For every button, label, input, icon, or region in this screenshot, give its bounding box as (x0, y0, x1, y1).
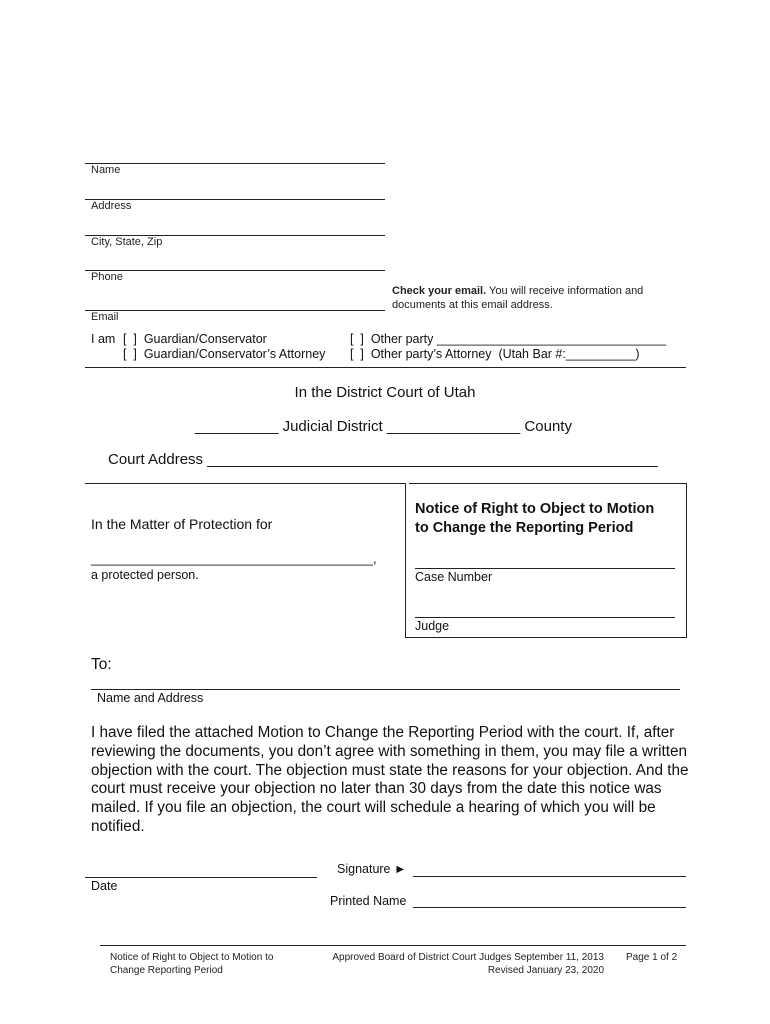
email-notice-line2: documents at this email address. (392, 299, 553, 311)
name-and-address-line[interactable] (91, 689, 680, 690)
to-label: To: (91, 656, 112, 673)
i-am-label: I am (91, 332, 116, 346)
option-guardian-conservator[interactable]: [ ] Guardian/Conservator (123, 332, 267, 346)
option-guardian-attorney[interactable]: [ ] Guardian/Conservator’s Attorney (123, 347, 326, 361)
signature-label: Signature ► (337, 862, 407, 876)
option-other-party[interactable]: [ ] Other party _________________________________ (350, 332, 667, 346)
judge-label: Judge (415, 619, 450, 633)
document-title-line2: to Change the Reporting Period (415, 520, 634, 536)
case-number-label: Case Number (415, 570, 493, 584)
date-line[interactable] (85, 877, 317, 878)
email-notice-text: You will receive information and (486, 285, 644, 297)
caption-top-left (85, 483, 405, 484)
case-number-line[interactable] (415, 568, 675, 569)
email-label: Email (91, 311, 119, 323)
phone-line[interactable] (85, 270, 385, 271)
court-title: In the District Court of Utah (294, 384, 476, 401)
document-title-line1: Notice of Right to Object to Motion (415, 501, 655, 517)
footer-form-title-line2: Change Reporting Period (110, 964, 223, 976)
matter-label: In the Matter of Protection for (91, 516, 273, 532)
page-number: Page 1 of 2 (626, 952, 678, 963)
email-notice (392, 284, 643, 312)
document-title (415, 500, 654, 538)
caption-top-right (409, 483, 687, 484)
footer-form-title-line1: Notice of Right to Object to Motion to (110, 952, 274, 963)
notice-paragraph: I have filed the attached Motion to Change the Reporting Period with the court. If, after reviewing the documents, you don’t agree with something in them, you may file a written objection with the court. The objection must state the reasons for your objection. And the court must receive your objection no later than 30 days from the date this notice was mailed. If you file an objection, the court will schedule a hearing of which you will be notified. (91, 724, 689, 835)
caption-right-edge (686, 483, 687, 638)
caption-bottom (405, 637, 687, 638)
phone-label: Phone (91, 271, 123, 283)
option-other-party-attorney[interactable]: [ ] Other party’s Attorney (Utah Bar #:__________) (350, 347, 640, 361)
caption-divider (405, 483, 406, 638)
email-line[interactable] (85, 310, 385, 311)
email-notice-bold: Check your email. (392, 285, 487, 297)
name-line[interactable] (85, 163, 385, 164)
signature-line[interactable] (413, 876, 686, 877)
name-and-address-label: Name and Address (97, 691, 204, 705)
city-state-zip-label: City, State, Zip (91, 236, 163, 248)
court-address-line[interactable]: Court Address ______________________________________________________ (108, 451, 658, 468)
date-label: Date (91, 879, 118, 893)
printed-name-label: Printed Name (330, 894, 407, 908)
protected-person-blank[interactable]: _______________________________________, (91, 551, 377, 566)
judicial-district-line[interactable]: __________ Judicial District ________________ County (195, 418, 572, 435)
footer-approval-line2: Revised January 23, 2020 (487, 964, 604, 976)
name-label: Name (91, 164, 121, 176)
judge-line[interactable] (415, 617, 675, 618)
footer-divider (100, 945, 686, 946)
printed-name-line[interactable] (413, 907, 686, 908)
footer-approval-line1: Approved Board of District Court Judges September 11, 2013 (332, 952, 604, 963)
address-label: Address (91, 200, 132, 212)
header-divider (85, 367, 686, 368)
footer-form-title (110, 952, 273, 977)
footer-approval (322, 952, 604, 977)
protected-person-label: a protected person. (91, 568, 199, 582)
